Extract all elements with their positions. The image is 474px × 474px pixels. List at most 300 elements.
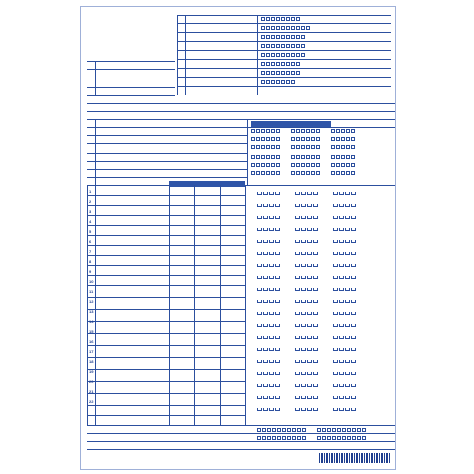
tick-field[interactable] [333, 336, 338, 339]
tick-field[interactable] [257, 396, 262, 399]
digit-box[interactable] [337, 436, 341, 440]
tick-field[interactable] [339, 276, 344, 279]
digit-box[interactable] [296, 145, 300, 149]
digit-box[interactable] [261, 71, 265, 75]
tick-field[interactable] [301, 408, 306, 411]
tick-field[interactable] [313, 216, 318, 219]
tick-field[interactable] [257, 240, 262, 243]
tick-field[interactable] [275, 384, 280, 387]
tick-field[interactable] [313, 324, 318, 327]
digit-box[interactable] [286, 53, 290, 57]
tick-field[interactable] [313, 336, 318, 339]
tick-field[interactable] [257, 360, 262, 363]
digit-box[interactable] [296, 17, 300, 21]
digit-box[interactable] [351, 129, 355, 133]
digit-box[interactable] [296, 137, 300, 141]
digit-box[interactable] [316, 171, 320, 175]
digit-box[interactable] [256, 129, 260, 133]
tick-field[interactable] [339, 384, 344, 387]
digit-box[interactable] [277, 428, 281, 432]
digit-box[interactable] [342, 428, 346, 432]
tick-field[interactable] [269, 204, 274, 207]
digit-box[interactable] [341, 155, 345, 159]
tick-field[interactable] [307, 192, 312, 195]
tick-field[interactable] [345, 252, 350, 255]
digit-box[interactable] [331, 171, 335, 175]
tick-field[interactable] [345, 264, 350, 267]
digit-box[interactable] [276, 26, 280, 30]
tick-field[interactable] [307, 300, 312, 303]
tick-field[interactable] [351, 276, 356, 279]
tick-field[interactable] [295, 264, 300, 267]
tick-field[interactable] [295, 240, 300, 243]
digit-box[interactable] [291, 145, 295, 149]
tick-field[interactable] [269, 276, 274, 279]
tick-field[interactable] [269, 384, 274, 387]
tick-field[interactable] [257, 252, 262, 255]
digit-box[interactable] [316, 137, 320, 141]
digit-box[interactable] [276, 35, 280, 39]
tick-field[interactable] [339, 312, 344, 315]
digit-box[interactable] [306, 26, 310, 30]
tick-field[interactable] [307, 252, 312, 255]
digit-box[interactable] [301, 26, 305, 30]
digit-box[interactable] [322, 436, 326, 440]
tick-field[interactable] [307, 396, 312, 399]
tick-field[interactable] [269, 288, 274, 291]
digit-box[interactable] [271, 129, 275, 133]
digit-box[interactable] [316, 129, 320, 133]
tick-field[interactable] [351, 324, 356, 327]
tick-field[interactable] [275, 204, 280, 207]
tick-field[interactable] [263, 204, 268, 207]
digit-box[interactable] [296, 163, 300, 167]
tick-field[interactable] [295, 216, 300, 219]
digit-box[interactable] [351, 155, 355, 159]
digit-box[interactable] [296, 26, 300, 30]
tick-field[interactable] [263, 336, 268, 339]
digit-box[interactable] [281, 71, 285, 75]
digit-box[interactable] [336, 129, 340, 133]
tick-field[interactable] [269, 216, 274, 219]
tick-field[interactable] [307, 408, 312, 411]
tick-field[interactable] [275, 216, 280, 219]
tick-field[interactable] [313, 396, 318, 399]
tick-field[interactable] [339, 348, 344, 351]
tick-field[interactable] [275, 336, 280, 339]
digit-box[interactable] [276, 129, 280, 133]
digit-box[interactable] [327, 436, 331, 440]
tick-field[interactable] [307, 312, 312, 315]
digit-box[interactable] [276, 163, 280, 167]
digit-box[interactable] [261, 171, 265, 175]
digit-box[interactable] [336, 163, 340, 167]
digit-box[interactable] [301, 155, 305, 159]
tick-field[interactable] [339, 396, 344, 399]
tick-field[interactable] [263, 324, 268, 327]
digit-box[interactable] [256, 155, 260, 159]
tick-field[interactable] [295, 360, 300, 363]
digit-box[interactable] [342, 436, 346, 440]
tick-field[interactable] [339, 300, 344, 303]
tick-field[interactable] [333, 252, 338, 255]
tick-field[interactable] [313, 204, 318, 207]
tick-field[interactable] [275, 252, 280, 255]
digit-box[interactable] [336, 155, 340, 159]
digit-box[interactable] [282, 436, 286, 440]
tick-field[interactable] [313, 372, 318, 375]
digit-box[interactable] [287, 428, 291, 432]
digit-box[interactable] [336, 171, 340, 175]
digit-box[interactable] [266, 80, 270, 84]
tick-field[interactable] [351, 192, 356, 195]
tick-field[interactable] [257, 276, 262, 279]
tick-field[interactable] [333, 348, 338, 351]
tick-field[interactable] [339, 192, 344, 195]
digit-box[interactable] [276, 171, 280, 175]
tick-field[interactable] [301, 216, 306, 219]
digit-box[interactable] [276, 80, 280, 84]
tick-field[interactable] [351, 300, 356, 303]
tick-field[interactable] [269, 264, 274, 267]
digit-box[interactable] [276, 62, 280, 66]
digit-box[interactable] [292, 436, 296, 440]
digit-box[interactable] [296, 53, 300, 57]
tick-field[interactable] [295, 384, 300, 387]
digit-box[interactable] [341, 145, 345, 149]
tick-field[interactable] [257, 324, 262, 327]
digit-box[interactable] [281, 53, 285, 57]
tick-field[interactable] [275, 396, 280, 399]
digit-box[interactable] [271, 44, 275, 48]
digit-box[interactable] [346, 137, 350, 141]
digit-box[interactable] [261, 137, 265, 141]
digit-box[interactable] [341, 129, 345, 133]
digit-box[interactable] [346, 163, 350, 167]
tick-field[interactable] [257, 204, 262, 207]
tick-field[interactable] [307, 336, 312, 339]
digit-box[interactable] [266, 137, 270, 141]
tick-field[interactable] [301, 204, 306, 207]
digit-box[interactable] [281, 17, 285, 21]
tick-field[interactable] [333, 396, 338, 399]
digit-box[interactable] [256, 171, 260, 175]
tick-field[interactable] [307, 276, 312, 279]
digit-box[interactable] [331, 145, 335, 149]
digit-box[interactable] [291, 53, 295, 57]
digit-box[interactable] [286, 71, 290, 75]
digit-box[interactable] [266, 145, 270, 149]
digit-box[interactable] [341, 171, 345, 175]
tick-field[interactable] [269, 324, 274, 327]
digit-box[interactable] [261, 145, 265, 149]
digit-box[interactable] [292, 428, 296, 432]
tick-field[interactable] [333, 372, 338, 375]
tick-field[interactable] [263, 288, 268, 291]
digit-box[interactable] [266, 171, 270, 175]
tick-field[interactable] [295, 348, 300, 351]
tick-field[interactable] [351, 360, 356, 363]
digit-box[interactable] [336, 137, 340, 141]
tick-field[interactable] [351, 348, 356, 351]
tick-field[interactable] [275, 408, 280, 411]
digit-box[interactable] [266, 17, 270, 21]
tick-field[interactable] [263, 240, 268, 243]
tick-field[interactable] [301, 264, 306, 267]
digit-box[interactable] [281, 80, 285, 84]
digit-box[interactable] [282, 428, 286, 432]
digit-box[interactable] [286, 44, 290, 48]
digit-box[interactable] [271, 26, 275, 30]
tick-field[interactable] [263, 192, 268, 195]
digit-box[interactable] [261, 129, 265, 133]
tick-field[interactable] [339, 264, 344, 267]
digit-box[interactable] [351, 145, 355, 149]
digit-box[interactable] [271, 62, 275, 66]
digit-box[interactable] [266, 62, 270, 66]
digit-box[interactable] [251, 129, 255, 133]
tick-field[interactable] [263, 384, 268, 387]
tick-field[interactable] [313, 408, 318, 411]
tick-field[interactable] [301, 228, 306, 231]
digit-box[interactable] [316, 145, 320, 149]
tick-field[interactable] [313, 228, 318, 231]
tick-field[interactable] [339, 240, 344, 243]
digit-box[interactable] [291, 129, 295, 133]
digit-box[interactable] [352, 436, 356, 440]
digit-box[interactable] [351, 163, 355, 167]
tick-field[interactable] [333, 384, 338, 387]
digit-box[interactable] [271, 17, 275, 21]
tick-field[interactable] [333, 288, 338, 291]
tick-field[interactable] [275, 348, 280, 351]
tick-field[interactable] [313, 360, 318, 363]
digit-box[interactable] [311, 137, 315, 141]
digit-box[interactable] [347, 428, 351, 432]
digit-box[interactable] [296, 44, 300, 48]
digit-box[interactable] [261, 155, 265, 159]
tick-field[interactable] [275, 228, 280, 231]
digit-box[interactable] [332, 428, 336, 432]
digit-box[interactable] [311, 129, 315, 133]
tick-field[interactable] [345, 216, 350, 219]
tick-field[interactable] [301, 372, 306, 375]
digit-box[interactable] [291, 71, 295, 75]
digit-box[interactable] [302, 436, 306, 440]
digit-box[interactable] [271, 35, 275, 39]
digit-box[interactable] [306, 145, 310, 149]
tick-field[interactable] [295, 324, 300, 327]
digit-box[interactable] [302, 428, 306, 432]
tick-field[interactable] [257, 192, 262, 195]
digit-box[interactable] [271, 171, 275, 175]
digit-box[interactable] [276, 71, 280, 75]
tick-field[interactable] [345, 372, 350, 375]
digit-box[interactable] [267, 428, 271, 432]
tick-field[interactable] [313, 384, 318, 387]
tick-field[interactable] [301, 300, 306, 303]
tick-field[interactable] [333, 408, 338, 411]
tick-field[interactable] [269, 336, 274, 339]
digit-box[interactable] [311, 155, 315, 159]
digit-box[interactable] [341, 137, 345, 141]
tick-field[interactable] [257, 336, 262, 339]
tick-field[interactable] [339, 228, 344, 231]
tick-field[interactable] [269, 408, 274, 411]
digit-box[interactable] [301, 163, 305, 167]
digit-box[interactable] [346, 171, 350, 175]
tick-field[interactable] [339, 408, 344, 411]
tick-field[interactable] [275, 240, 280, 243]
digit-box[interactable] [306, 171, 310, 175]
digit-box[interactable] [266, 155, 270, 159]
digit-box[interactable] [316, 155, 320, 159]
tick-field[interactable] [339, 372, 344, 375]
tick-field[interactable] [351, 252, 356, 255]
digit-box[interactable] [277, 436, 281, 440]
digit-box[interactable] [317, 428, 321, 432]
digit-box[interactable] [256, 137, 260, 141]
tick-field[interactable] [351, 312, 356, 315]
digit-box[interactable] [301, 35, 305, 39]
tick-field[interactable] [269, 312, 274, 315]
digit-box[interactable] [276, 44, 280, 48]
tick-field[interactable] [301, 384, 306, 387]
digit-box[interactable] [357, 428, 361, 432]
tick-field[interactable] [263, 300, 268, 303]
tick-field[interactable] [307, 216, 312, 219]
digit-box[interactable] [291, 44, 295, 48]
tick-field[interactable] [313, 192, 318, 195]
tick-field[interactable] [295, 336, 300, 339]
tick-field[interactable] [351, 384, 356, 387]
tick-field[interactable] [313, 288, 318, 291]
tick-field[interactable] [269, 192, 274, 195]
digit-box[interactable] [266, 26, 270, 30]
tick-field[interactable] [345, 384, 350, 387]
digit-box[interactable] [276, 155, 280, 159]
tick-field[interactable] [345, 240, 350, 243]
tick-field[interactable] [307, 348, 312, 351]
tick-field[interactable] [301, 324, 306, 327]
digit-box[interactable] [251, 171, 255, 175]
tick-field[interactable] [257, 288, 262, 291]
tick-field[interactable] [269, 360, 274, 363]
digit-box[interactable] [261, 80, 265, 84]
tick-field[interactable] [301, 192, 306, 195]
digit-box[interactable] [322, 428, 326, 432]
digit-box[interactable] [286, 26, 290, 30]
digit-box[interactable] [276, 53, 280, 57]
tick-field[interactable] [307, 288, 312, 291]
tick-field[interactable] [345, 204, 350, 207]
digit-box[interactable] [317, 436, 321, 440]
tick-field[interactable] [307, 324, 312, 327]
tick-field[interactable] [313, 264, 318, 267]
tick-field[interactable] [307, 204, 312, 207]
tick-field[interactable] [257, 384, 262, 387]
digit-box[interactable] [291, 171, 295, 175]
digit-box[interactable] [362, 436, 366, 440]
digit-box[interactable] [291, 17, 295, 21]
tick-field[interactable] [313, 300, 318, 303]
digit-box[interactable] [311, 163, 315, 167]
tick-field[interactable] [275, 264, 280, 267]
tick-field[interactable] [295, 300, 300, 303]
digit-box[interactable] [347, 436, 351, 440]
tick-field[interactable] [301, 348, 306, 351]
tick-field[interactable] [307, 360, 312, 363]
tick-field[interactable] [269, 396, 274, 399]
digit-box[interactable] [306, 137, 310, 141]
digit-box[interactable] [306, 163, 310, 167]
digit-box[interactable] [266, 44, 270, 48]
tick-field[interactable] [295, 228, 300, 231]
tick-field[interactable] [339, 216, 344, 219]
digit-box[interactable] [291, 80, 295, 84]
tick-field[interactable] [351, 396, 356, 399]
digit-box[interactable] [271, 80, 275, 84]
digit-box[interactable] [261, 53, 265, 57]
tick-field[interactable] [295, 408, 300, 411]
tick-field[interactable] [313, 276, 318, 279]
digit-box[interactable] [357, 436, 361, 440]
digit-box[interactable] [341, 163, 345, 167]
digit-box[interactable] [331, 129, 335, 133]
tick-field[interactable] [333, 228, 338, 231]
tick-field[interactable] [263, 228, 268, 231]
tick-field[interactable] [275, 312, 280, 315]
digit-box[interactable] [267, 436, 271, 440]
tick-field[interactable] [257, 348, 262, 351]
tick-field[interactable] [295, 252, 300, 255]
tick-field[interactable] [345, 300, 350, 303]
tick-field[interactable] [345, 276, 350, 279]
digit-box[interactable] [296, 71, 300, 75]
digit-box[interactable] [257, 428, 261, 432]
digit-box[interactable] [331, 137, 335, 141]
digit-box[interactable] [287, 436, 291, 440]
digit-box[interactable] [301, 129, 305, 133]
digit-box[interactable] [316, 163, 320, 167]
digit-box[interactable] [301, 44, 305, 48]
tick-field[interactable] [263, 348, 268, 351]
tick-field[interactable] [269, 252, 274, 255]
tick-field[interactable] [263, 312, 268, 315]
tick-field[interactable] [295, 192, 300, 195]
digit-box[interactable] [351, 171, 355, 175]
tick-field[interactable] [333, 192, 338, 195]
tick-field[interactable] [301, 336, 306, 339]
tick-field[interactable] [339, 204, 344, 207]
digit-box[interactable] [297, 428, 301, 432]
digit-box[interactable] [261, 35, 265, 39]
tick-field[interactable] [269, 300, 274, 303]
tick-field[interactable] [345, 192, 350, 195]
tick-field[interactable] [263, 396, 268, 399]
digit-box[interactable] [266, 71, 270, 75]
tick-field[interactable] [257, 228, 262, 231]
digit-box[interactable] [276, 137, 280, 141]
digit-box[interactable] [251, 155, 255, 159]
tick-field[interactable] [345, 288, 350, 291]
digit-box[interactable] [261, 62, 265, 66]
tick-field[interactable] [345, 324, 350, 327]
tick-field[interactable] [345, 228, 350, 231]
tick-field[interactable] [307, 240, 312, 243]
tick-field[interactable] [263, 360, 268, 363]
digit-box[interactable] [261, 17, 265, 21]
